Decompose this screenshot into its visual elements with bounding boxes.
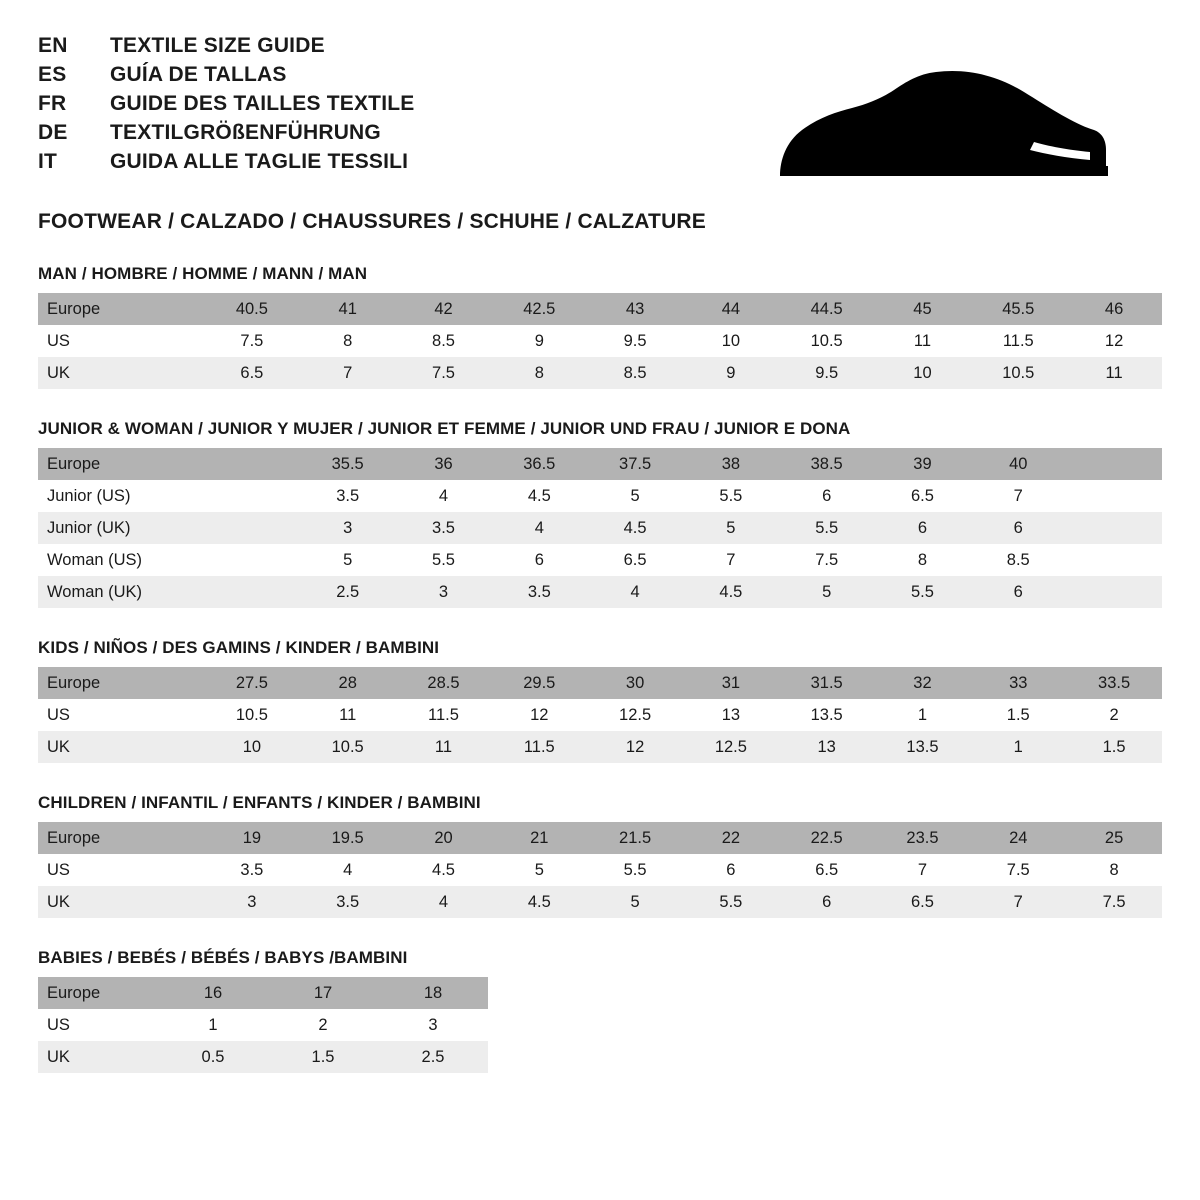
row-label: US	[38, 1009, 158, 1041]
table-row	[38, 886, 1162, 918]
cell: 7.5	[970, 854, 1066, 886]
cell: 13.5	[875, 731, 971, 763]
cell: 18	[378, 977, 488, 1009]
cell: 5	[779, 576, 875, 608]
table-row	[38, 977, 488, 1009]
cell: 12	[491, 699, 587, 731]
cell: 7	[970, 886, 1066, 918]
table-row	[38, 1041, 488, 1073]
cell: 43	[587, 293, 683, 325]
cell: 37.5	[587, 448, 683, 480]
row-label: Europe	[38, 977, 158, 1009]
cell: 10	[204, 731, 300, 763]
size-table-man	[38, 293, 1162, 389]
cell: 7.5	[396, 357, 492, 389]
cell: 6.5	[875, 480, 971, 512]
cell: 7.5	[1066, 886, 1162, 918]
cell: 5.5	[779, 512, 875, 544]
cell: 44.5	[779, 293, 875, 325]
cell: 22.5	[779, 822, 875, 854]
row-label: UK	[38, 731, 204, 763]
cell: 5	[300, 544, 396, 576]
cell	[1066, 576, 1162, 608]
size-table-kids	[38, 667, 1162, 763]
cell: 3	[204, 886, 300, 918]
language-row	[38, 63, 414, 87]
cell: 19.5	[300, 822, 396, 854]
cell: 6	[683, 854, 779, 886]
cell: 1	[158, 1009, 268, 1041]
cell: 5	[587, 886, 683, 918]
row-label: Europe	[38, 293, 204, 325]
cell: 3	[378, 1009, 488, 1041]
cell: 7.5	[779, 544, 875, 576]
row-label: UK	[38, 357, 204, 389]
cell: 27.5	[204, 667, 300, 699]
cell: 20	[396, 822, 492, 854]
cell: 10.5	[300, 731, 396, 763]
cell: 23.5	[875, 822, 971, 854]
cell: 6.5	[779, 854, 875, 886]
cell: 2.5	[378, 1041, 488, 1073]
language-title: TEXTILGRÖßENFÜHRUNG	[110, 121, 381, 144]
cell: 41	[300, 293, 396, 325]
cell: 4.5	[491, 480, 587, 512]
cell: 46	[1066, 293, 1162, 325]
cell: 13	[683, 699, 779, 731]
row-label: US	[38, 325, 204, 357]
cell: 4	[396, 480, 492, 512]
cell: 11.5	[970, 325, 1066, 357]
cell: 45	[875, 293, 971, 325]
cell: 7	[683, 544, 779, 576]
group-kids	[38, 638, 1162, 763]
cell: 3.5	[491, 576, 587, 608]
cell: 5.5	[587, 854, 683, 886]
table-row	[38, 325, 1162, 357]
cell	[204, 448, 300, 480]
row-label: Europe	[38, 822, 204, 854]
cell: 3.5	[204, 854, 300, 886]
cell: 4.5	[396, 854, 492, 886]
cell: 32	[875, 667, 971, 699]
cell: 4	[491, 512, 587, 544]
dress-shoe-icon	[772, 68, 1112, 188]
cell: 21	[491, 822, 587, 854]
cell	[204, 480, 300, 512]
cell: 11	[300, 699, 396, 731]
row-label: Woman (US)	[38, 544, 204, 576]
cell: 16	[158, 977, 268, 1009]
language-code: FR	[38, 92, 67, 115]
language-title: GUÍA DE TALLAS	[110, 63, 287, 86]
cell: 12.5	[587, 699, 683, 731]
cell: 36	[396, 448, 492, 480]
cell: 8	[875, 544, 971, 576]
language-row	[38, 121, 414, 145]
cell: 6	[875, 512, 971, 544]
cell	[204, 512, 300, 544]
cell: 8	[491, 357, 587, 389]
cell: 19	[204, 822, 300, 854]
cell: 39	[875, 448, 971, 480]
group-babies	[38, 948, 1162, 1073]
table-row	[38, 480, 1162, 512]
cell: 3.5	[396, 512, 492, 544]
cell: 17	[268, 977, 378, 1009]
cell	[1066, 512, 1162, 544]
language-row	[38, 150, 414, 174]
cell: 40	[970, 448, 1066, 480]
cell: 9.5	[587, 325, 683, 357]
cell: 10	[683, 325, 779, 357]
cell: 6.5	[587, 544, 683, 576]
row-label: Junior (UK)	[38, 512, 204, 544]
row-label: Woman (UK)	[38, 576, 204, 608]
language-code: ES	[38, 63, 67, 86]
cell: 12.5	[683, 731, 779, 763]
cell: 6.5	[875, 886, 971, 918]
language-title: TEXTILE SIZE GUIDE	[110, 34, 325, 57]
cell: 5	[491, 854, 587, 886]
cell: 8.5	[587, 357, 683, 389]
cell: 42.5	[491, 293, 587, 325]
cell: 30	[587, 667, 683, 699]
cell: 8	[1066, 854, 1162, 886]
table-row	[38, 544, 1162, 576]
cell: 31	[683, 667, 779, 699]
row-label: US	[38, 854, 204, 886]
footwear-heading: FOOTWEAR / CALZADO / CHAUSSURES / SCHUHE / CALZATURE	[38, 210, 707, 233]
cell: 40.5	[204, 293, 300, 325]
cell: 4.5	[587, 512, 683, 544]
language-title: GUIDA ALLE TAGLIE TESSILI	[110, 150, 409, 173]
table-row	[38, 293, 1162, 325]
shoe-illustration	[762, 34, 1162, 188]
cell: 5.5	[875, 576, 971, 608]
cell: 38	[683, 448, 779, 480]
group-man	[38, 264, 1162, 389]
size-table-junior-woman	[38, 448, 1162, 608]
cell: 5.5	[396, 544, 492, 576]
cell: 12	[1066, 325, 1162, 357]
cell: 8	[300, 325, 396, 357]
table-row	[38, 357, 1162, 389]
cell: 28.5	[396, 667, 492, 699]
cell	[204, 544, 300, 576]
cell: 29.5	[491, 667, 587, 699]
table-row	[38, 576, 1162, 608]
cell: 31.5	[779, 667, 875, 699]
cell: 12	[587, 731, 683, 763]
cell: 25	[1066, 822, 1162, 854]
table-row	[38, 448, 1162, 480]
cell: 1.5	[970, 699, 1066, 731]
cell: 38.5	[779, 448, 875, 480]
group-title: MAN / HOMBRE / HOMME / MANN / MAN	[38, 264, 368, 283]
cell: 7	[970, 480, 1066, 512]
group-title: BABIES / BEBÉS / BÉBÉS / BABYS /BAMBINI	[38, 948, 408, 967]
group-title: KIDS / NIÑOS / DES GAMINS / KINDER / BAMBINI	[38, 638, 440, 657]
language-title-list	[38, 34, 414, 179]
cell: 3.5	[300, 886, 396, 918]
table-row	[38, 822, 1162, 854]
language-title: GUIDE DES TAILLES TEXTILE	[110, 92, 415, 115]
cell: 33	[970, 667, 1066, 699]
cell: 11	[396, 731, 492, 763]
cell: 24	[970, 822, 1066, 854]
cell	[204, 576, 300, 608]
table-row	[38, 1009, 488, 1041]
cell: 4	[587, 576, 683, 608]
group-junior-woman	[38, 419, 1162, 608]
cell	[1066, 544, 1162, 576]
cell: 4.5	[683, 576, 779, 608]
page-header	[38, 34, 1162, 188]
cell: 4	[300, 854, 396, 886]
row-label: Junior (US)	[38, 480, 204, 512]
cell: 5.5	[683, 480, 779, 512]
cell: 0.5	[158, 1041, 268, 1073]
cell: 11.5	[396, 699, 492, 731]
cell: 4	[396, 886, 492, 918]
group-title: JUNIOR & WOMAN / JUNIOR Y MUJER / JUNIOR ET FEMME / JUNIOR UND FRAU / JUNIOR E DONA	[38, 419, 851, 438]
cell: 44	[683, 293, 779, 325]
cell: 1	[970, 731, 1066, 763]
language-row	[38, 34, 414, 58]
cell: 8.5	[970, 544, 1066, 576]
cell: 10.5	[204, 699, 300, 731]
cell	[1066, 480, 1162, 512]
cell: 10.5	[779, 325, 875, 357]
cell: 7.5	[204, 325, 300, 357]
cell: 9	[491, 325, 587, 357]
cell: 22	[683, 822, 779, 854]
table-row	[38, 731, 1162, 763]
cell: 3	[300, 512, 396, 544]
cell: 11	[1066, 357, 1162, 389]
table-row	[38, 667, 1162, 699]
cell: 9	[683, 357, 779, 389]
group-children	[38, 793, 1162, 918]
cell: 1.5	[268, 1041, 378, 1073]
cell: 11.5	[491, 731, 587, 763]
cell: 45.5	[970, 293, 1066, 325]
language-code: DE	[38, 121, 68, 144]
table-row	[38, 512, 1162, 544]
cell: 3	[396, 576, 492, 608]
cell: 36.5	[491, 448, 587, 480]
cell: 5.5	[683, 886, 779, 918]
row-label: Europe	[38, 448, 204, 480]
cell: 6	[779, 480, 875, 512]
cell: 5	[683, 512, 779, 544]
cell: 10	[875, 357, 971, 389]
language-code: IT	[38, 150, 58, 173]
table-row	[38, 854, 1162, 886]
cell: 33.5	[1066, 667, 1162, 699]
language-code: EN	[38, 34, 68, 57]
row-label: UK	[38, 886, 204, 918]
group-title: CHILDREN / INFANTIL / ENFANTS / KINDER / BAMBINI	[38, 793, 481, 812]
cell: 42	[396, 293, 492, 325]
cell: 5	[587, 480, 683, 512]
cell: 2	[268, 1009, 378, 1041]
cell: 7	[300, 357, 396, 389]
cell: 6	[970, 512, 1066, 544]
cell: 13.5	[779, 699, 875, 731]
row-label: US	[38, 699, 204, 731]
cell	[1066, 448, 1162, 480]
table-row	[38, 699, 1162, 731]
cell: 6.5	[204, 357, 300, 389]
cell: 6	[491, 544, 587, 576]
cell: 6	[970, 576, 1066, 608]
cell: 28	[300, 667, 396, 699]
cell: 3.5	[300, 480, 396, 512]
cell: 2.5	[300, 576, 396, 608]
cell: 13	[779, 731, 875, 763]
cell: 1	[875, 699, 971, 731]
cell: 7	[875, 854, 971, 886]
cell: 10.5	[970, 357, 1066, 389]
cell: 11	[875, 325, 971, 357]
size-table-children	[38, 822, 1162, 918]
row-label: Europe	[38, 667, 204, 699]
cell: 6	[779, 886, 875, 918]
cell: 35.5	[300, 448, 396, 480]
cell: 4.5	[491, 886, 587, 918]
size-table-babies	[38, 977, 488, 1073]
cell: 1.5	[1066, 731, 1162, 763]
language-row	[38, 92, 414, 116]
cell: 8.5	[396, 325, 492, 357]
cell: 21.5	[587, 822, 683, 854]
cell: 9.5	[779, 357, 875, 389]
row-label: UK	[38, 1041, 158, 1073]
cell: 2	[1066, 699, 1162, 731]
